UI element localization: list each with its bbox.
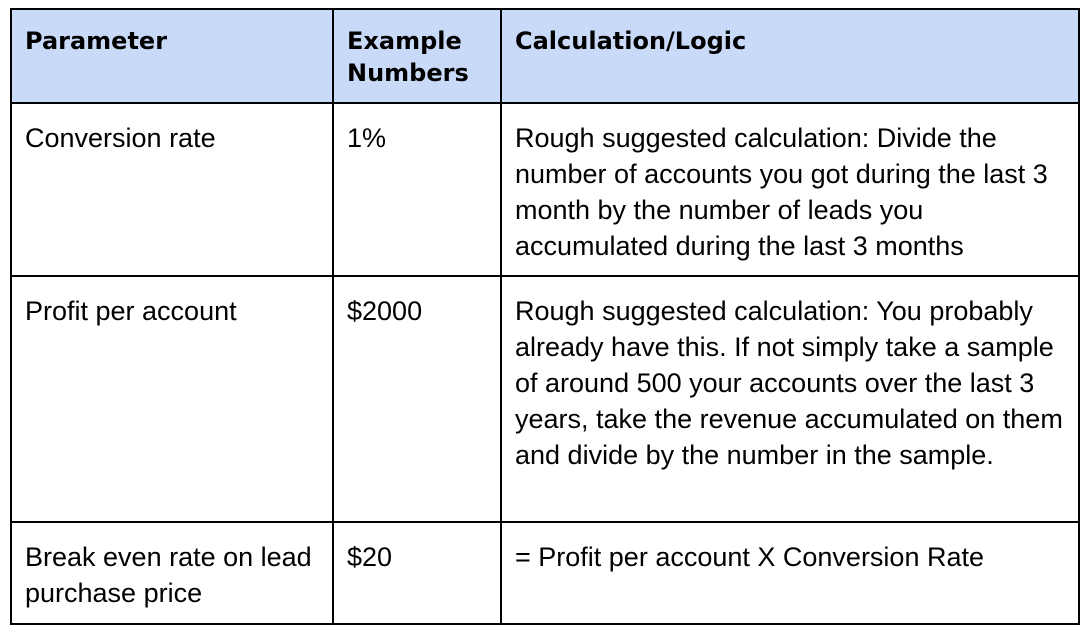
header-parameter: [11, 9, 333, 103]
cell-calculation: [501, 276, 1079, 522]
header-calculation-logic-label: Calculation/Logic: [515, 27, 747, 55]
table-row: [11, 103, 1079, 276]
calculation-text: Rough suggested calculation: You probably already have this. If not simply take a sample of around 500 your accounts over the last 3 years, take the revenue accumulated on them and divide by the number in the sample.: [515, 296, 1063, 470]
header-calculation-logic: [501, 9, 1079, 103]
calculation-text: Rough suggested calculation: Divide the number of accounts you got during the last 3 month by the number of leads you accumulated during the last 3 months: [515, 123, 1048, 261]
calculation-text: = Profit per account X Conversion Rate: [515, 542, 984, 572]
example-value: $20: [347, 542, 393, 572]
cell-example: [333, 276, 501, 522]
parameter-text: Profit per account: [25, 296, 237, 326]
table-header-row: [11, 9, 1079, 103]
example-value: $2000: [347, 296, 423, 326]
cell-calculation: [501, 103, 1079, 276]
header-example-numbers: [333, 9, 501, 103]
header-example-numbers-label: Example Numbers: [347, 27, 469, 87]
example-value: 1%: [347, 123, 387, 153]
header-parameter-label: Parameter: [25, 27, 168, 55]
cell-parameter: [11, 522, 333, 624]
cell-calculation: [501, 522, 1079, 624]
cell-parameter: [11, 276, 333, 522]
cell-parameter: [11, 103, 333, 276]
parameter-text: Conversion rate: [25, 123, 216, 153]
cell-example: [333, 522, 501, 624]
table-row: [11, 522, 1079, 624]
parameter-text: Break even rate on lead purchase price: [25, 542, 312, 608]
cell-example: [333, 103, 501, 276]
parameters-table: [10, 8, 1080, 625]
table-row: [11, 276, 1079, 522]
